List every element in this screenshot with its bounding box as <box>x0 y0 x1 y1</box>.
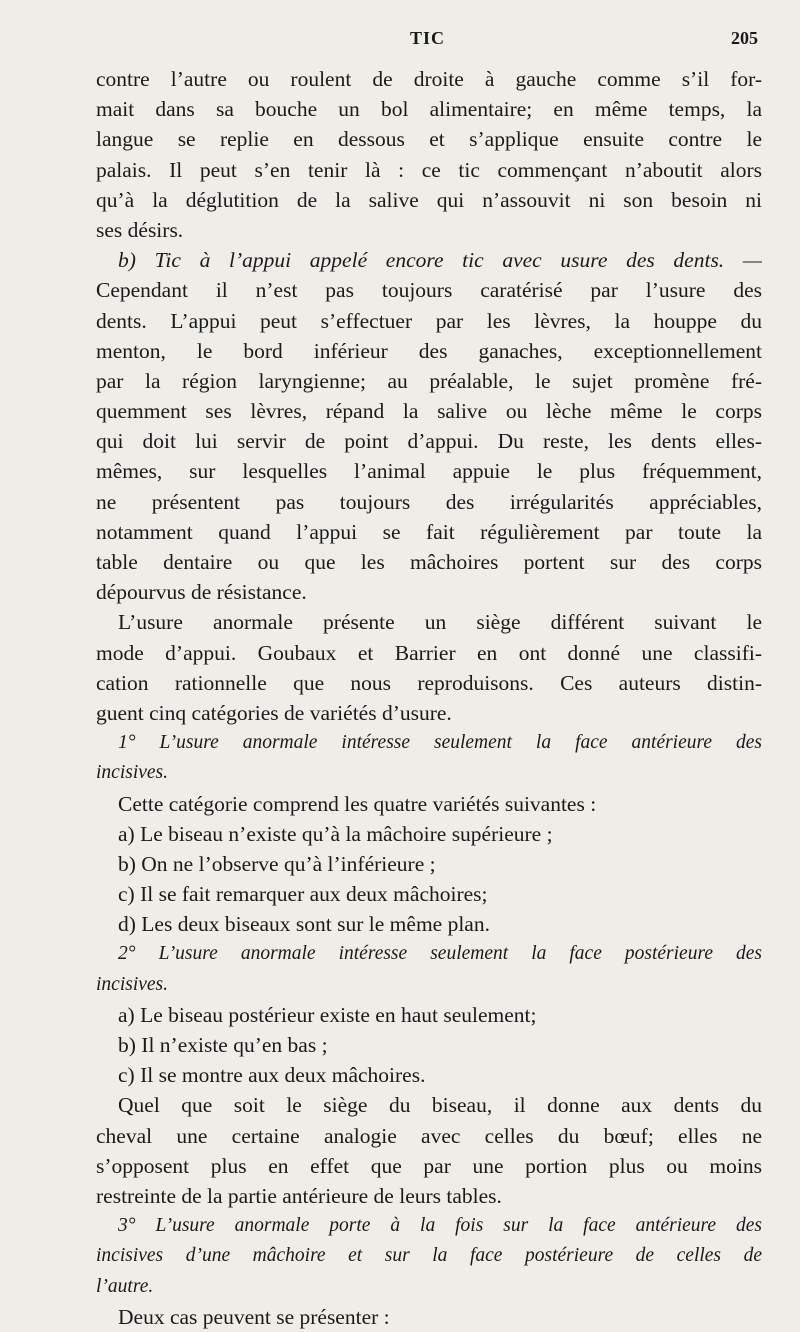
text-line: 1° L’usure anormale intéresse seulement la face antérieure des <box>118 732 762 754</box>
text-line: Quel que soit le siège du biseau, il donne aux dents du <box>118 1093 762 1118</box>
text-line: s’opposent plus en effet que par une portion plus ou moins <box>96 1153 762 1178</box>
text-line: incisives. <box>96 973 169 995</box>
text-line: palais. Il peut s’en tenir là : ce tic commençant n’aboutit alors <box>96 157 762 182</box>
text-line: L’usure anormale présente un siège différent suivant le <box>118 610 762 635</box>
text-line: menton, le bord inférieur des ganaches, exceptionnellement <box>96 338 762 363</box>
text-line: qu’à la déglutition de la salive qui n’assouvit ni son besoin ni <box>96 187 762 212</box>
text-line: c) Il se montre aux deux mâchoires. <box>118 1063 426 1088</box>
text-line: b) Il n’existe qu’en bas ; <box>118 1033 328 1057</box>
text-line: mode d’appui. Goubaux et Barrier en ont donné une classifi- <box>96 640 762 665</box>
text-line: a) Le biseau n’existe qu’à la mâchoire supérieure ; <box>118 821 553 846</box>
page-number: 205 <box>731 28 758 48</box>
text-line: l’autre. <box>96 1275 154 1297</box>
text-line: dents. L’appui peut s’effectuer par les lèvres, la houppe du <box>96 308 762 333</box>
text-line: Cependant il n’est pas toujours caratérisé par l’usure des <box>96 278 762 303</box>
page-header <box>0 28 800 56</box>
text-line: 2° L’usure anormale intéresse seulement la face postérieure des <box>118 943 762 965</box>
text-line: incisives d’une mâchoire et sur la face postérieure de celles de <box>96 1245 762 1267</box>
text-line: cation rationnelle que nous reproduisons. Ces auteurs distin- <box>96 670 762 695</box>
text-line: cheval une certaine analogie avec celles du bœuf; elles ne <box>96 1123 762 1148</box>
text-line: mêmes, sur lesquelles l’animal appuie le plus fréquemment, <box>96 459 762 484</box>
text-line: a) Le biseau postérieur existe en haut seulement; <box>118 1002 537 1027</box>
text-line: contre l’autre ou roulent de droite à gauche comme s’il for- <box>96 67 762 91</box>
text-line: guent cinq catégories de variétés d’usure. <box>96 700 452 725</box>
text-line: par la région laryngienne; au préalable, le sujet promène fré- <box>96 368 762 393</box>
text-line: ne présentent pas toujours des irrégularités appréciables, <box>96 489 762 514</box>
text-line: Deux cas peuvent se présenter : <box>118 1304 390 1329</box>
running-title: TIC <box>410 28 446 48</box>
text-line: qui doit lui servir de point d’appui. Du reste, les dents elles- <box>96 429 762 454</box>
text-line: langue se replie en dessous et s’applique ensuite contre le <box>96 127 762 152</box>
text-line: mait dans sa bouche un bol alimentaire; en même temps, la <box>96 97 762 122</box>
text-line: table dentaire ou que les mâchoires portent sur des corps <box>96 550 762 574</box>
text-line: 3° L’usure anormale porte à la fois sur la face antérieure des <box>118 1215 762 1237</box>
text-line: d) Les deux biseaux sont sur le même plan. <box>118 912 490 937</box>
text-line: ses désirs. <box>96 217 184 242</box>
text-line: notamment quand l’appui se fait régulièrement par toute la <box>96 519 762 544</box>
text-line: b) Tic à l’appui appelé encore tic avec usure des dents. — <box>118 248 762 273</box>
text-line: b) On ne l’observe qu’à l’inférieure ; <box>118 851 436 876</box>
text-line: quemment ses lèvres, répand la salive ou lèche même le corps <box>96 399 762 424</box>
text-line: incisives. <box>96 762 169 784</box>
text-line: dépourvus de résistance. <box>96 580 307 605</box>
text-line: Cette catégorie comprend les quatre variétés suivantes : <box>118 791 597 816</box>
text-line: c) Il se fait remarquer aux deux mâchoires; <box>118 882 488 907</box>
page-body <box>96 64 762 1332</box>
text-line: restreinte de la partie antérieure de leurs tables. <box>96 1183 502 1208</box>
